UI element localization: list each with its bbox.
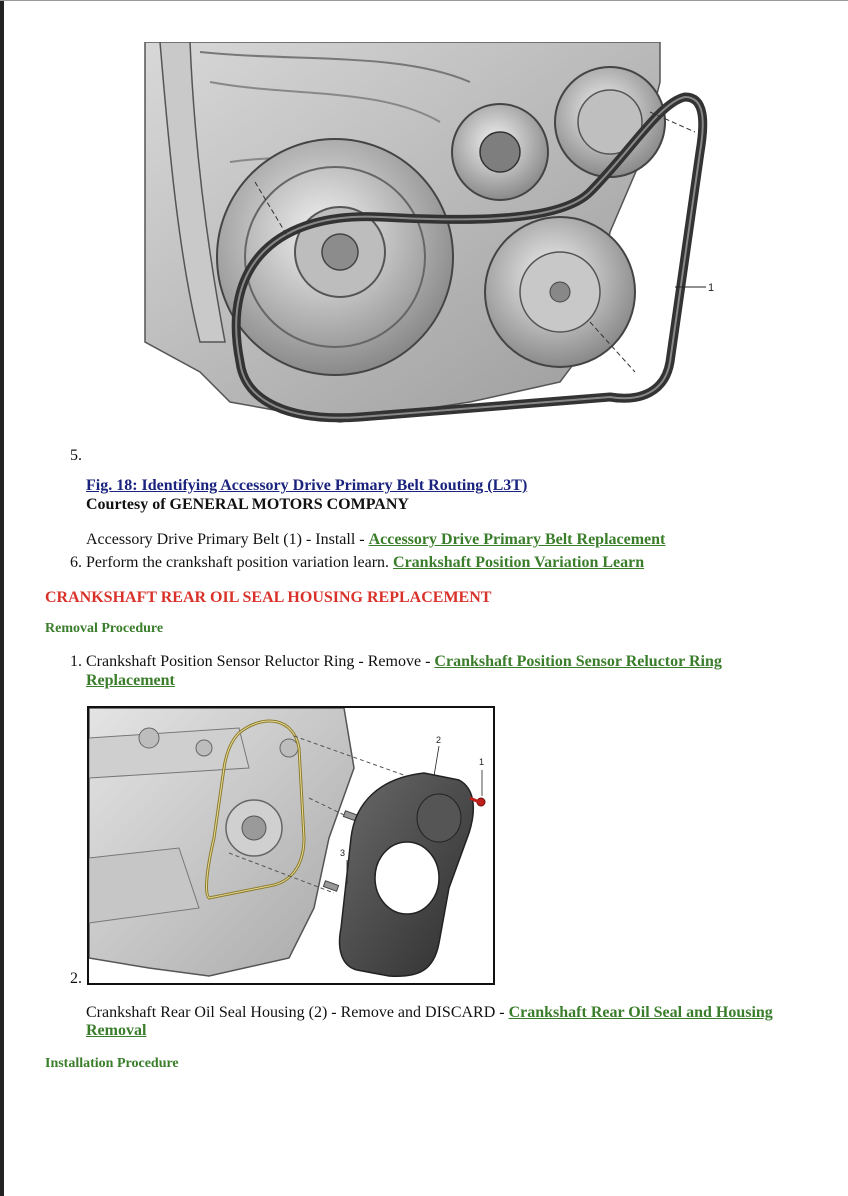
reluctor-ring-link-line1[interactable]: Crankshaft Position Sensor Reluctor Ring xyxy=(434,653,722,670)
rear-seal-removal-link-line2[interactable]: Removal xyxy=(86,1022,147,1039)
removal-step-1-text: Crankshaft Position Sensor Reluctor Ring - Remove - xyxy=(86,653,435,670)
rear-seal-housing-figure xyxy=(87,706,495,985)
removal-procedure-heading: Removal Procedure xyxy=(45,621,164,636)
housing-callout-1: 1 xyxy=(479,757,485,767)
housing-callout-2: 2 xyxy=(436,735,442,745)
section-title: CRANKSHAFT REAR OIL SEAL HOUSING REPLACEMENT xyxy=(45,589,492,606)
rear-seal-housing-illustration xyxy=(89,708,493,983)
removal-step-2-text: Crankshaft Rear Oil Seal Housing (2) - Remove and DISCARD - xyxy=(86,1004,509,1021)
step-6-instruction xyxy=(86,554,644,572)
removal-step-1-instruction xyxy=(86,653,722,671)
removal-step-2-instruction xyxy=(86,1004,773,1022)
housing-callout-3: 3 xyxy=(340,848,346,858)
crankshaft-variation-learn-link[interactable]: Crankshaft Position Variation Learn xyxy=(393,554,645,571)
removal-step-1-number: 1. xyxy=(70,653,82,670)
step-6-number: 6. xyxy=(70,554,82,571)
figure-18-link[interactable]: Fig. 18: Identifying Accessory Drive Primary Belt Routing (L3T) xyxy=(86,477,528,494)
belt-callout-1: 1 xyxy=(708,282,715,294)
figure-18-caption xyxy=(86,477,527,495)
removal-step-2-number: 2. xyxy=(70,970,82,987)
step-5-text: Accessory Drive Primary Belt (1) - Install - xyxy=(86,531,369,548)
housing-seal-bore xyxy=(375,842,439,914)
belt-routing-illustration xyxy=(140,42,720,432)
rear-seal-removal-link-line1[interactable]: Crankshaft Rear Oil Seal and Housing xyxy=(508,1004,773,1021)
step-5-instruction xyxy=(86,531,665,549)
removal-step-1-continuation xyxy=(86,672,175,690)
step-6-text: Perform the crankshaft position variation learn. xyxy=(86,554,394,571)
removal-step-2-continuation xyxy=(86,1022,146,1040)
accessory-belt-replacement-link[interactable]: Accessory Drive Primary Belt Replacement xyxy=(368,531,666,548)
left-page-border xyxy=(0,0,4,1196)
reluctor-ring-link-line2[interactable]: Replacement xyxy=(86,672,175,689)
installation-procedure-heading: Installation Procedure xyxy=(45,1056,179,1071)
step-5-number: 5. xyxy=(70,447,82,464)
figure-18-courtesy: Courtesy of GENERAL MOTORS COMPANY xyxy=(86,496,409,513)
top-page-border xyxy=(0,0,848,1)
